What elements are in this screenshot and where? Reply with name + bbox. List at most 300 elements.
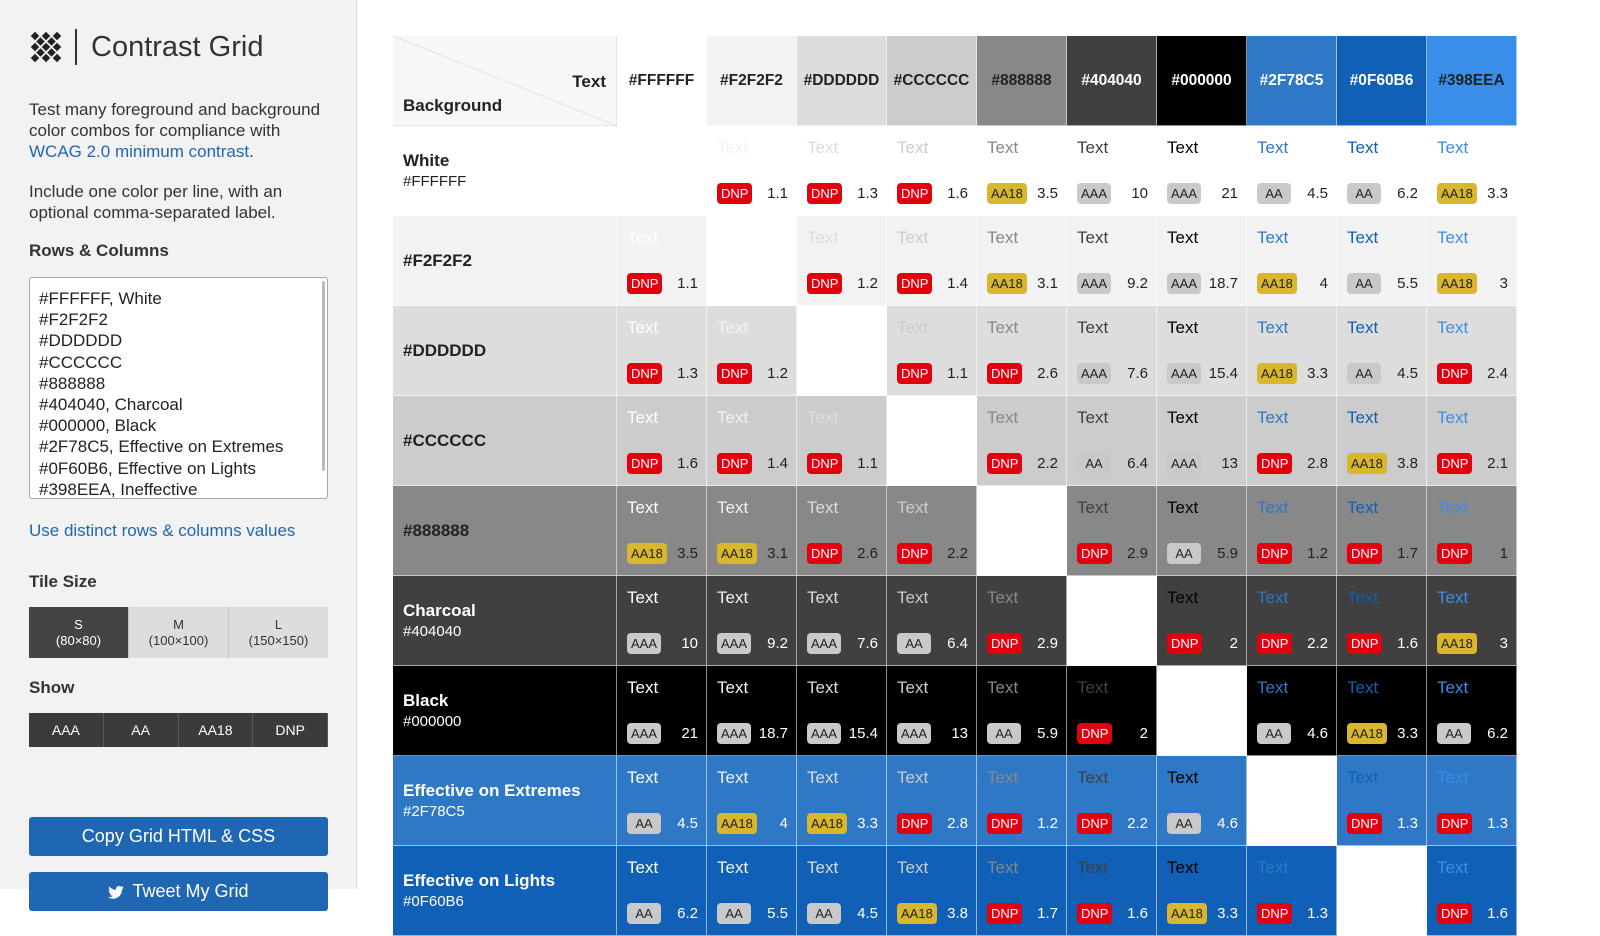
contrast-ratio: 5.9 [1217, 545, 1238, 562]
row-label: #F2F2F2 [403, 250, 472, 270]
rating-badge: DNP [897, 183, 932, 204]
rating-badge: AAA [807, 723, 841, 744]
contrast-ratio: 4.5 [677, 815, 698, 832]
grid-tile [1247, 216, 1337, 306]
contrast-ratio: 3.5 [677, 545, 698, 562]
grid-tile [977, 576, 1067, 666]
grid-tile [887, 396, 977, 486]
tile-size-dimensions: (80×80) [55, 632, 102, 648]
row-label: Effective on Extremes [403, 781, 581, 800]
rating-badge: DNP [1347, 813, 1382, 834]
grid-tile [1247, 846, 1337, 936]
rating-badge: DNP [807, 273, 842, 294]
rating-badge: DNP [987, 903, 1022, 924]
sample-text: Text [1347, 228, 1379, 247]
tile-size-dimensions: (100×100) [148, 632, 209, 648]
grid-tile [1067, 756, 1157, 846]
show-aa18-toggle[interactable]: AA18 [179, 713, 254, 747]
rating-badge: DNP [1437, 543, 1472, 564]
rating-badge: DNP [1077, 813, 1112, 834]
sample-text: Text [1167, 858, 1199, 877]
rating-badge: AAA [1167, 453, 1201, 474]
sample-text: Text [1077, 498, 1109, 517]
contrast-ratio: 1.1 [857, 455, 878, 472]
contrast-grid [393, 36, 1517, 936]
rating-badge: AA18 [987, 183, 1027, 204]
row-hex: #FFFFFF [403, 173, 467, 190]
rating-badge: AAA [627, 723, 661, 744]
grid-tile [1337, 486, 1427, 576]
row-hex: #404040 [403, 623, 462, 640]
sample-text: Text [1437, 408, 1469, 427]
rating-badge: AAA [807, 633, 841, 654]
contrast-ratio: 1.3 [677, 365, 698, 382]
contrast-ratio: 2.6 [857, 545, 878, 562]
rating-badge: AA18 [1437, 633, 1477, 654]
contrast-ratio: 4 [779, 815, 788, 832]
rating-badge: AA [1347, 183, 1381, 204]
rating-badge: DNP [717, 363, 752, 384]
sample-text: Text [1257, 588, 1289, 607]
rating-badge: DNP [987, 813, 1022, 834]
rating-badge: DNP [1077, 903, 1112, 924]
contrast-ratio: 3.1 [1037, 275, 1058, 292]
grid-row [393, 756, 1517, 846]
grid-tile [1247, 126, 1337, 216]
rating-badge: AA [1257, 723, 1291, 744]
row-hex: #000000 [403, 713, 462, 730]
grid-tile [1337, 126, 1427, 216]
grid-tile [797, 396, 887, 486]
rating-badge: AA [1167, 543, 1201, 564]
contrast-ratio: 1.6 [677, 455, 698, 472]
rows-columns-heading: Rows & Columns [29, 241, 169, 260]
contrast-ratio: 3.3 [1487, 185, 1508, 202]
sample-text: Text [807, 588, 839, 607]
grid-tile [1427, 396, 1517, 486]
contrast-ratio: 3 [1499, 635, 1508, 652]
sample-text: Text [1167, 498, 1199, 517]
sample-text: Text [717, 498, 749, 517]
sample-text: Text [807, 498, 839, 517]
contrast-ratio: 2.1 [1487, 455, 1508, 472]
row-label: Charcoal [403, 601, 476, 620]
contrast-ratio: 2.2 [947, 545, 968, 562]
grid-tile [887, 306, 977, 396]
grid-tile [887, 576, 977, 666]
contrast-ratio: 15.4 [848, 725, 878, 742]
wcag-link[interactable]: WCAG 2.0 minimum contrast [29, 142, 250, 161]
grid-tile [1337, 396, 1427, 486]
sample-text: Text [1167, 318, 1199, 337]
contrast-ratio: 18.7 [758, 725, 788, 742]
rating-badge: AA [627, 903, 661, 924]
rating-badge: DNP [1077, 723, 1112, 744]
rating-badge: AA [1077, 453, 1111, 474]
contrast-ratio: 21 [1221, 185, 1238, 202]
row-header [393, 756, 617, 846]
grid-tile [1067, 576, 1157, 666]
sample-text: Text [1437, 138, 1469, 157]
column-header: #DDDDDD [797, 36, 887, 126]
rating-badge: AA18 [627, 543, 667, 564]
sample-text: Text [807, 858, 839, 877]
sample-text: Text [1347, 498, 1379, 517]
intro-body: Test many foreground and background color combos for compliance with [29, 100, 321, 140]
grid-tile [617, 756, 707, 846]
grid-tile [797, 576, 887, 666]
color-line: #0F60B6, Effective on Lights [39, 458, 257, 478]
grid-tile [707, 666, 797, 756]
sample-text: Text [717, 678, 749, 697]
sample-text: Text [897, 228, 929, 247]
grid-tile [1247, 396, 1337, 486]
rating-badge: AAA [1167, 183, 1201, 204]
contrast-ratio: 1.3 [857, 185, 878, 202]
grid-tile [797, 216, 887, 306]
rating-badge: DNP [897, 543, 932, 564]
corner-text-label: Text [572, 72, 606, 91]
rating-badge: AA [807, 903, 841, 924]
grid-row [393, 486, 1517, 576]
sample-text: Text [1347, 408, 1379, 427]
grid-tile [887, 486, 977, 576]
sample-text: Text [807, 228, 839, 247]
grid-tile [1427, 846, 1517, 936]
contrast-ratio: 18.7 [1208, 275, 1238, 292]
grid-tile [887, 846, 977, 936]
grid-tile [1067, 396, 1157, 486]
tweet-grid-button[interactable] [29, 872, 328, 911]
grid-tile [797, 126, 887, 216]
instructions-text: Include one color per line, with an optional comma-separated label. [29, 182, 283, 222]
column-header: #0F60B6 [1337, 36, 1427, 126]
distinct-values-link[interactable]: Use distinct rows & columns values [29, 521, 296, 540]
grid-tile [617, 846, 707, 936]
contrast-ratio: 1.4 [947, 275, 968, 292]
color-lines [39, 288, 318, 500]
row-label: White [403, 151, 450, 170]
grid-tile [977, 216, 1067, 306]
rating-badge: AA18 [1257, 273, 1297, 294]
grid-tile [617, 576, 707, 666]
sample-text: Text [987, 858, 1019, 877]
brand-divider [75, 29, 77, 65]
row-header [393, 306, 617, 396]
rating-badge: AAA [1077, 273, 1111, 294]
sample-text: Text [1437, 858, 1469, 877]
sample-text: Text [897, 318, 929, 337]
contrast-ratio: 1.1 [767, 185, 788, 202]
sample-text: Text [1077, 678, 1109, 697]
rating-badge: AAA [1167, 273, 1201, 294]
rating-badge: AAA [1077, 183, 1111, 204]
rating-badge: AAA [717, 723, 751, 744]
sample-text: Text [987, 318, 1019, 337]
grid-tile [887, 756, 977, 846]
sample-text: Text [627, 588, 659, 607]
rating-badge: DNP [1437, 363, 1472, 384]
grid-tile [1157, 846, 1247, 936]
sample-text: Text [627, 678, 659, 697]
contrast-ratio: 1 [1499, 545, 1508, 562]
grid-tile [1337, 846, 1427, 936]
sample-text: Text [1077, 228, 1109, 247]
rating-badge: DNP [1167, 633, 1202, 654]
contrast-ratio: 5.9 [1037, 725, 1058, 742]
sample-text: Text [897, 138, 929, 157]
grid-tile [797, 486, 887, 576]
contrast-ratio: 6.2 [1487, 725, 1508, 742]
textarea-scrollbar[interactable] [322, 281, 325, 471]
rating-badge: AA [1347, 273, 1381, 294]
grid-tile [1157, 396, 1247, 486]
grid-row [393, 666, 1517, 756]
contrast-ratio: 2.8 [947, 815, 968, 832]
contrast-ratio: 2.6 [1037, 365, 1058, 382]
sample-text: Text [717, 138, 749, 157]
sample-text: Text [627, 858, 659, 877]
grid-tile [707, 306, 797, 396]
row-hex: #0F60B6 [403, 893, 464, 910]
color-line: #398EEA, Ineffective [39, 479, 198, 499]
rating-badge: AA [1257, 183, 1291, 204]
grid-tile [707, 756, 797, 846]
sample-text: Text [1077, 408, 1109, 427]
tweet-button-label: Tweet My Grid [132, 881, 249, 901]
contrast-ratio: 1.1 [677, 275, 698, 292]
grid-tile [887, 666, 977, 756]
show-dnp-toggle[interactable]: DNP [253, 713, 328, 747]
grid-tile [977, 126, 1067, 216]
rating-badge: DNP [1257, 543, 1292, 564]
twitter-bird-icon [108, 886, 124, 898]
sample-text: Text [807, 138, 839, 157]
show-aaa-toggle[interactable]: AAA [29, 713, 104, 747]
contrast-ratio: 3.3 [1307, 365, 1328, 382]
rating-badge: AA18 [1347, 453, 1387, 474]
grid-tile [1067, 666, 1157, 756]
grid-tile [617, 126, 707, 216]
color-line: #000000, Black [39, 416, 157, 436]
contrast-ratio: 4.5 [1397, 365, 1418, 382]
contrast-ratio: 1.2 [857, 275, 878, 292]
contrast-ratio: 1.4 [767, 455, 788, 472]
rating-badge: DNP [1347, 543, 1382, 564]
column-header: #FFFFFF [617, 36, 707, 126]
rating-badge: DNP [807, 543, 842, 564]
sample-text: Text [1167, 228, 1199, 247]
grid-row [393, 126, 1517, 216]
color-line: #404040, Charcoal [39, 395, 183, 415]
column-header: #398EEA [1427, 36, 1517, 126]
sample-text: Text [897, 768, 929, 787]
contrast-ratio: 2.9 [1127, 545, 1148, 562]
grid-tile [617, 216, 707, 306]
grid-corner [393, 36, 617, 126]
contrast-ratio: 3.3 [1397, 725, 1418, 742]
contrast-ratio: 2 [1139, 725, 1148, 742]
grid-tile [1157, 576, 1247, 666]
grid-tile [887, 216, 977, 306]
tile-size-heading: Tile Size [29, 572, 97, 591]
grid-tile [1247, 306, 1337, 396]
contrast-ratio: 9.2 [767, 635, 788, 652]
rating-badge: AA18 [807, 813, 847, 834]
rating-badge: AA18 [1347, 723, 1387, 744]
rating-badge: DNP [627, 453, 662, 474]
grid-tile [707, 216, 797, 306]
rating-badge: DNP [1437, 453, 1472, 474]
rating-badge: AA [627, 813, 661, 834]
row-header [393, 486, 617, 576]
rating-badge: AA18 [1167, 903, 1207, 924]
sample-text: Text [897, 588, 929, 607]
grid-tile [1427, 666, 1517, 756]
contrast-ratio: 2.2 [1307, 635, 1328, 652]
row-header [393, 396, 617, 486]
grid-tile [617, 396, 707, 486]
grid-tile [1067, 306, 1157, 396]
grid-row [393, 216, 1517, 306]
rating-badge: DNP [897, 273, 932, 294]
sample-text: Text [897, 678, 929, 697]
color-line: #F2F2F2 [39, 310, 108, 330]
sample-text: Text [1347, 678, 1379, 697]
row-label: #CCCCCC [403, 430, 487, 450]
contrast-ratio: 2.2 [1127, 815, 1148, 832]
contrast-ratio: 1.3 [1397, 815, 1418, 832]
grid-tile [1067, 126, 1157, 216]
rating-badge: AA18 [1257, 363, 1297, 384]
row-label: Effective on Lights [403, 871, 556, 890]
column-header: #000000 [1157, 36, 1247, 126]
rating-badge: AA [897, 633, 931, 654]
row-header [393, 126, 617, 216]
app-title: Contrast Grid [91, 30, 264, 63]
copy-grid-button[interactable]: Copy Grid HTML & CSS [29, 817, 328, 856]
row-label: Black [403, 691, 449, 710]
grid-tile [1427, 126, 1517, 216]
contrast-ratio: 3.1 [767, 545, 788, 562]
sample-text: Text [1347, 138, 1379, 157]
grid-tile [1337, 216, 1427, 306]
sample-text: Text [1167, 138, 1199, 157]
contrast-ratio: 2.4 [1487, 365, 1508, 382]
sample-text: Text [1257, 678, 1289, 697]
rating-badge: DNP [1257, 903, 1292, 924]
sample-text: Text [1347, 318, 1379, 337]
tile-size-m-button[interactable] [129, 607, 229, 658]
sample-text: Text [1347, 588, 1379, 607]
contrast-ratio: 1.1 [947, 365, 968, 382]
grid-tile [1337, 576, 1427, 666]
contrast-ratio: 5.5 [1397, 275, 1418, 292]
corner-background-label: Background [403, 96, 503, 115]
grid-tile [977, 396, 1067, 486]
sample-text: Text [1257, 318, 1289, 337]
grid-tile [1157, 126, 1247, 216]
rating-badge: AAA [1077, 363, 1111, 384]
color-line: #2F78C5, Effective on Extremes [39, 437, 284, 457]
contrast-ratio: 13 [1221, 455, 1238, 472]
sample-text: Text [1167, 588, 1199, 607]
rating-badge: AA18 [1437, 183, 1477, 204]
contrast-ratio: 3.8 [1397, 455, 1418, 472]
rating-badge: AA [1167, 813, 1201, 834]
contrast-ratio: 4.6 [1307, 725, 1328, 742]
rating-badge: DNP [717, 453, 752, 474]
tile-size-dimensions: (150×150) [248, 632, 309, 648]
rating-badge: AA [717, 903, 751, 924]
sample-text: Text [1257, 498, 1289, 517]
grid-tile [707, 576, 797, 666]
grid-row [393, 306, 1517, 396]
rating-badge: AA [987, 723, 1021, 744]
sample-text: Text [897, 858, 929, 877]
tile-size-control [29, 607, 328, 658]
column-header: #404040 [1067, 36, 1157, 126]
column-header: #CCCCCC [887, 36, 977, 126]
rating-badge: AAA [897, 723, 931, 744]
contrast-ratio: 1.7 [1037, 905, 1058, 922]
column-header: #888888 [977, 36, 1067, 126]
column-header: #F2F2F2 [707, 36, 797, 126]
grid-tile [977, 756, 1067, 846]
sample-text: Text [717, 768, 749, 787]
contrast-ratio: 3.3 [1217, 905, 1238, 922]
sample-text: Text [1257, 138, 1289, 157]
contrast-ratio: 1.6 [1487, 905, 1508, 922]
rating-badge: AAA [1167, 363, 1201, 384]
contrast-ratio: 15.4 [1208, 365, 1238, 382]
sample-text: Text [1257, 408, 1289, 427]
contrast-ratio: 3.5 [1037, 185, 1058, 202]
grid-tile [1427, 576, 1517, 666]
sample-text: Text [1257, 858, 1289, 877]
contrast-ratio: 4.5 [1307, 185, 1328, 202]
sample-text: Text [987, 678, 1019, 697]
color-line: #888888 [39, 373, 106, 393]
rating-badge: DNP [717, 183, 752, 204]
rating-badge: AA [1437, 723, 1471, 744]
rating-badge: DNP [897, 813, 932, 834]
row-hex: #2F78C5 [403, 803, 465, 820]
contrast-ratio: 13 [951, 725, 968, 742]
rating-badge: DNP [807, 453, 842, 474]
show-aa-toggle[interactable]: AA [104, 713, 179, 747]
grid-tile [617, 486, 707, 576]
sample-text: Text [1437, 498, 1469, 517]
row-header [393, 576, 617, 666]
tile-size-l-button[interactable] [229, 607, 328, 658]
grid-tile [1337, 666, 1427, 756]
contrast-ratio: 1.7 [1397, 545, 1418, 562]
intro-text [29, 99, 334, 162]
grid-tile [1427, 486, 1517, 576]
grid-tile [1157, 756, 1247, 846]
contrast-ratio: 4 [1319, 275, 1328, 292]
colors-textarea[interactable] [29, 277, 328, 499]
contrast-ratio: 2 [1229, 635, 1238, 652]
sample-text: Text [1437, 768, 1469, 787]
column-header: #2F78C5 [1247, 36, 1337, 126]
rating-badge: DNP [807, 183, 842, 204]
contrast-ratio: 1.6 [1127, 905, 1148, 922]
tile-size-s-button[interactable] [29, 607, 129, 658]
grid-tile [977, 846, 1067, 936]
sample-text: Text [987, 768, 1019, 787]
